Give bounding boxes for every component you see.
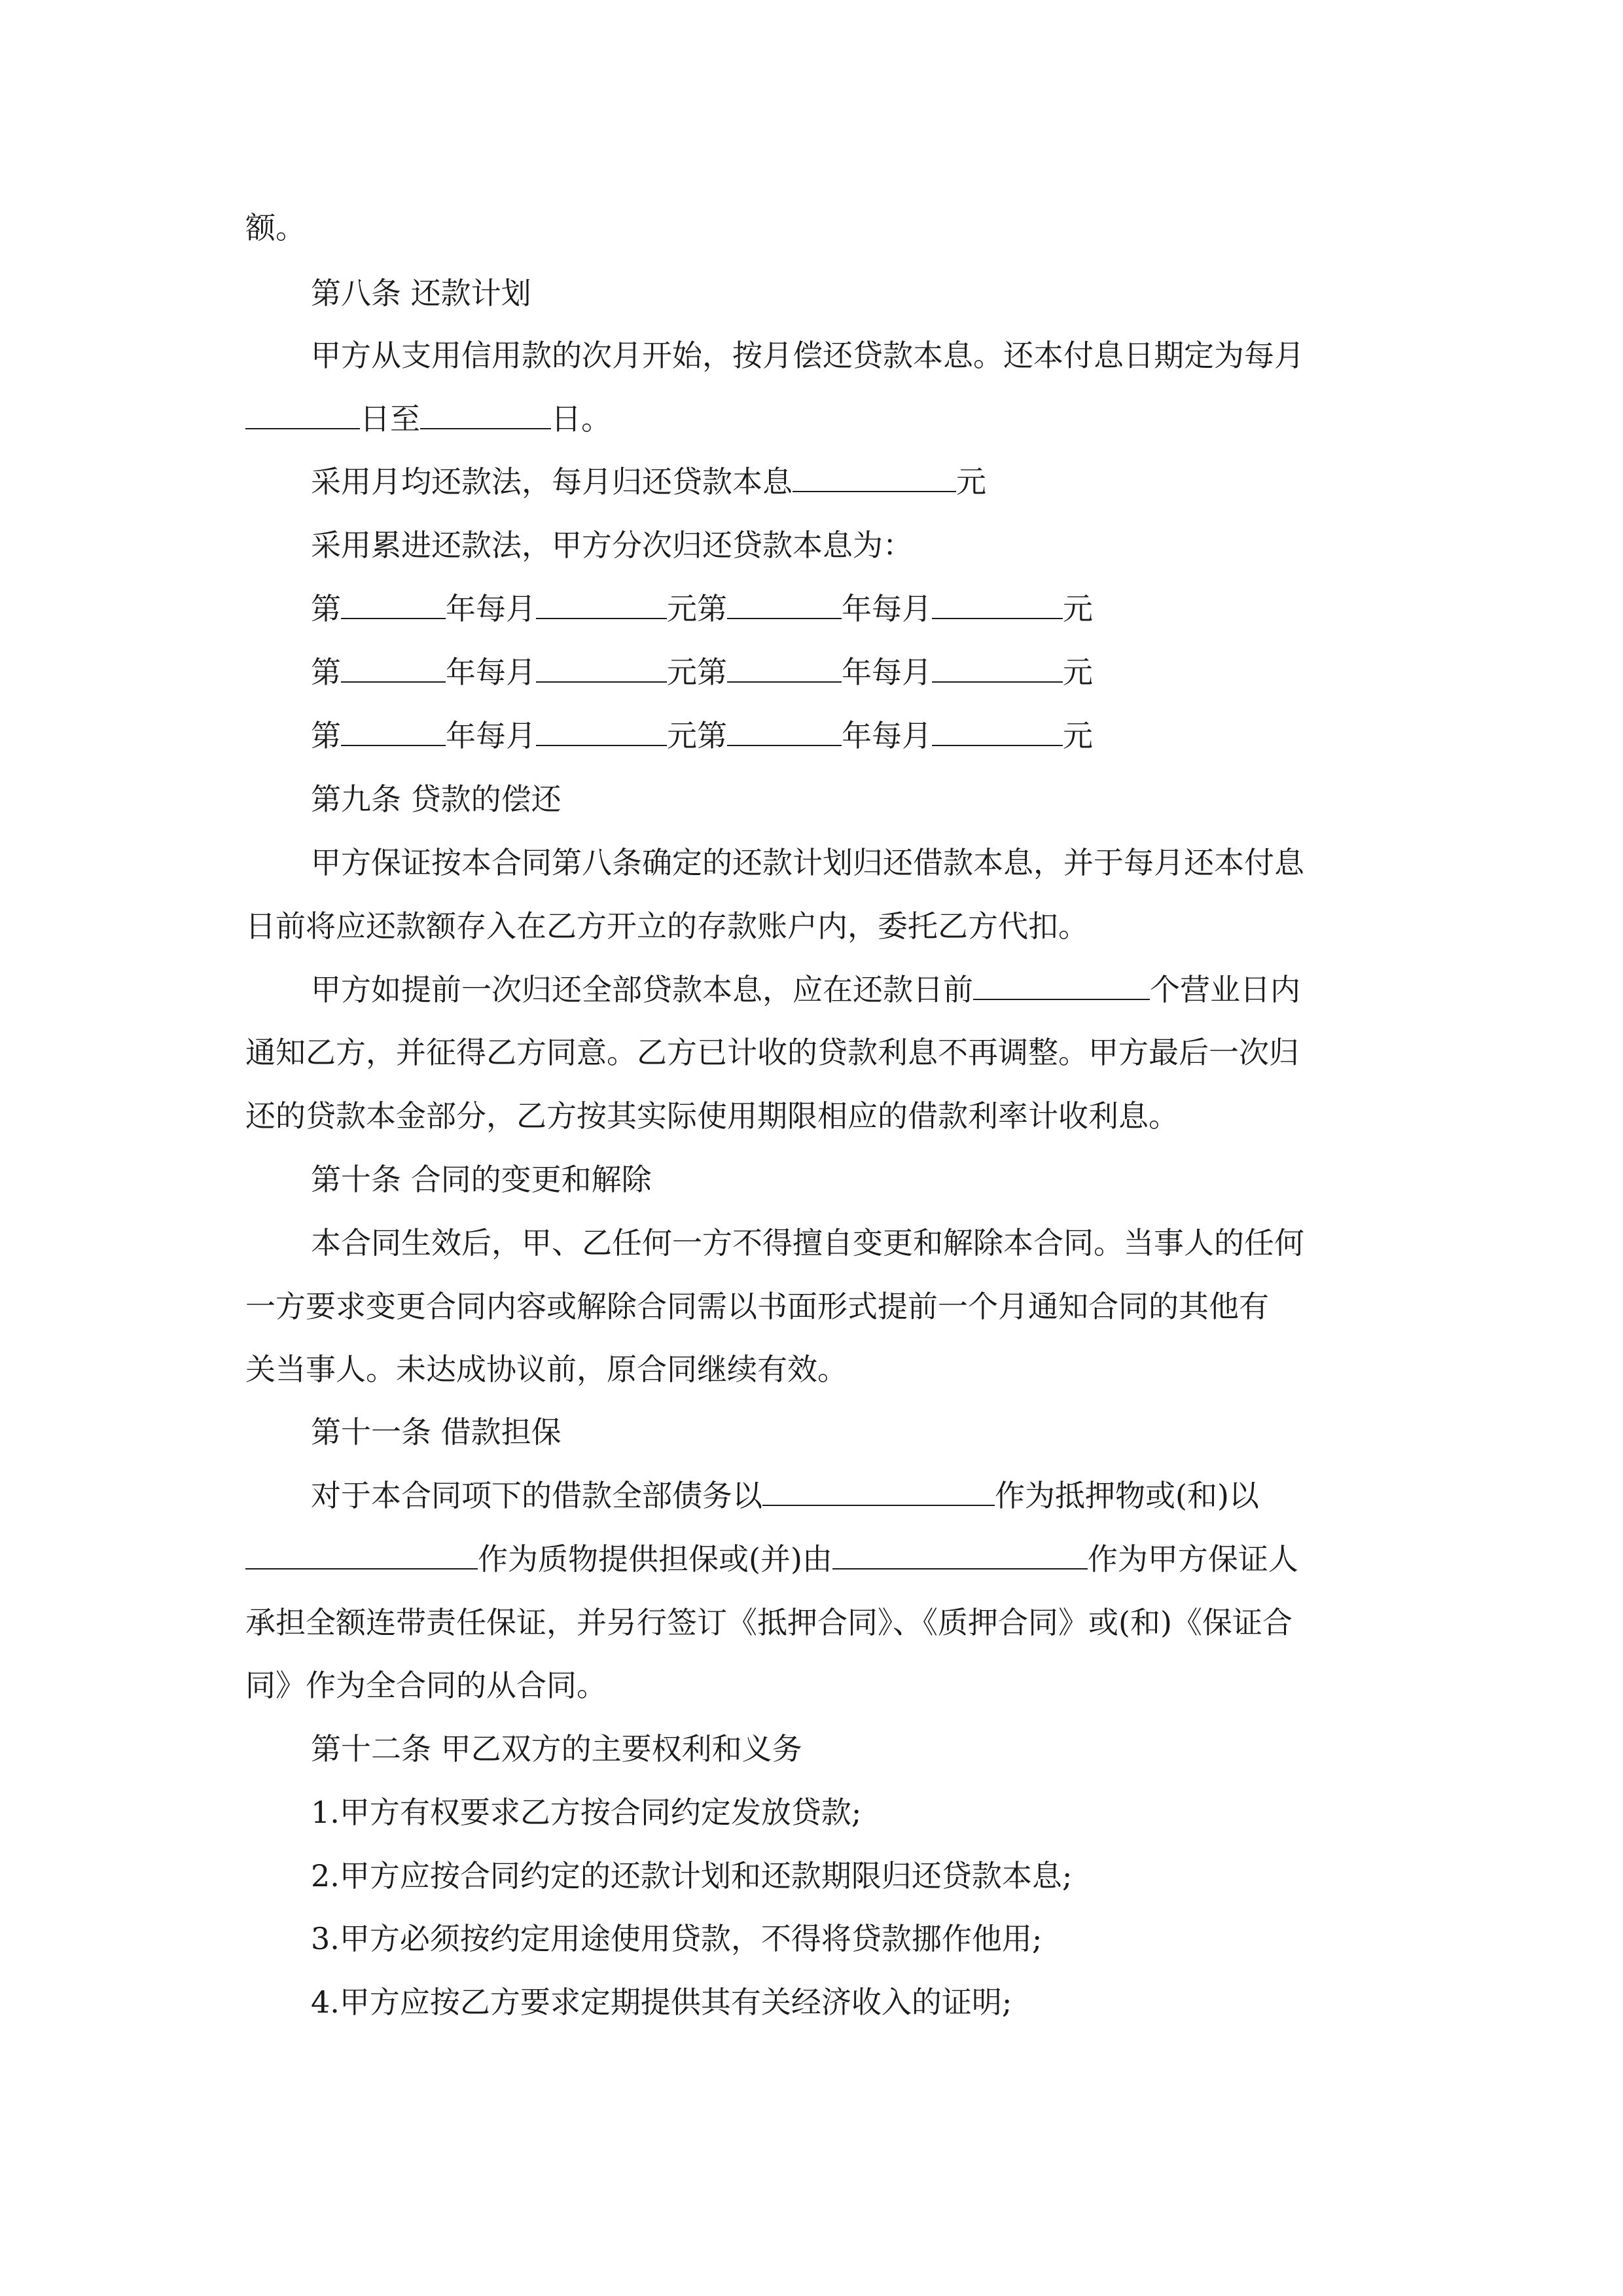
text-fragment: 第 <box>311 591 341 626</box>
text-fragment: 作为抵押物或(和)以 <box>995 1478 1259 1513</box>
article-10-line3: 关当事人。未达成协议前，原合同继续有效。 <box>245 1352 847 1387</box>
text-fragment: 元 <box>1063 655 1093 690</box>
article-9-title: 第九条 贷款的偿还 <box>311 781 562 817</box>
text-fragment: 对于本合同项下的借款全部债务以 <box>311 1478 762 1513</box>
article-10-line2: 一方要求变更合同内容或解除合同需以书面形式提前一个月通知合同的其他有 <box>245 1289 1269 1324</box>
text-fragment: 元 <box>1063 718 1093 753</box>
blank-field <box>341 589 446 619</box>
blank-field <box>832 1539 1088 1570</box>
blank-field <box>973 970 1150 1000</box>
text-fragment: 甲方如提前一次归还全部贷款本息，应在还款日前 <box>311 972 973 1007</box>
blank-field <box>245 399 360 429</box>
text-fragment: 元第 <box>667 718 727 753</box>
text-fragment: 采用月均还款法，每月归还贷款本息 <box>311 464 793 499</box>
text-fragment: 个营业日内 <box>1150 972 1300 1007</box>
schedule-row <box>311 589 1093 628</box>
blank-field <box>727 653 842 683</box>
text-fragment: 元 <box>956 464 986 499</box>
blank-field <box>727 589 842 619</box>
blank-field <box>932 653 1063 683</box>
text-fragment: 元第 <box>667 591 727 626</box>
blank-field <box>341 653 446 683</box>
list-item: 4.甲方应按乙方要求定期提供其有关经济收入的证明; <box>311 1984 1012 2020</box>
text-fragment: 第 <box>311 655 341 690</box>
text-fragment: 年每月 <box>446 718 536 753</box>
blank-field <box>762 1476 995 1506</box>
text-fragment: 作为质物提供担保或(并)由 <box>478 1541 832 1577</box>
article-10-title: 第十条 合同的变更和解除 <box>311 1162 652 1197</box>
blank-field <box>536 716 667 746</box>
article-8-text-line2 <box>245 399 611 439</box>
text-fragment: 日。 <box>551 401 611 437</box>
article-9-p1-line1: 甲方保证按本合同第八条确定的还款计划归还借款本息，并于每月还本付息 <box>311 845 1304 880</box>
blank-field <box>341 716 446 746</box>
text-fragment: 年每月 <box>842 591 932 626</box>
blank-field <box>932 589 1063 619</box>
blank-field <box>793 462 956 492</box>
list-item: 1.甲方有权要求乙方按合同约定发放贷款; <box>311 1795 862 1830</box>
text-fragment: 年每月 <box>842 718 932 753</box>
article-11-line2 <box>245 1539 1298 1579</box>
article-12-title: 第十二条 甲乙双方的主要权利和义务 <box>311 1731 802 1767</box>
paragraph-continuation: 额。 <box>245 210 306 245</box>
article-9-p2-line1 <box>311 970 1300 1009</box>
list-item: 3.甲方必须按约定用途使用贷款，不得将贷款挪作他用; <box>311 1921 1043 1956</box>
schedule-row <box>311 653 1093 692</box>
article-11-line1 <box>311 1476 1259 1515</box>
schedule-row <box>311 716 1093 755</box>
article-11-line3: 承担全额连带责任保证，并另行签订《抵押合同》、《质押合同》或(和)《保证合 <box>245 1605 1293 1640</box>
text-fragment: 第 <box>311 718 341 753</box>
text-fragment: 作为甲方保证人 <box>1087 1541 1298 1577</box>
text-fragment: 元 <box>1063 591 1093 626</box>
article-8-title: 第八条 还款计划 <box>311 276 531 311</box>
article-11-line4: 同》作为全合同的从合同。 <box>245 1668 607 1703</box>
blank-field <box>420 399 551 429</box>
article-9-p1-line2: 日前将应还款额存入在乙方开立的存款账户内，委托乙方代扣。 <box>245 908 1088 944</box>
article-8-progressive-line: 采用累进还款法，甲方分次归还贷款本息为： <box>311 528 913 563</box>
blank-field <box>932 716 1063 746</box>
article-8-monthly-line <box>311 462 986 501</box>
list-item: 2.甲方应按合同约定的还款计划和还款期限归还贷款本息; <box>311 1858 1073 1893</box>
article-8-text-line1: 甲方从支用信用款的次月开始，按月偿还贷款本息。还本付息日期定为每月 <box>311 338 1304 373</box>
blank-field <box>245 1539 478 1570</box>
text-fragment: 年每月 <box>446 591 536 626</box>
blank-field <box>536 589 667 619</box>
article-9-p2-line3: 还的贷款本金部分，乙方按其实际使用期限相应的借款利率计收利息。 <box>245 1098 1179 1134</box>
article-11-title: 第十一条 借款担保 <box>311 1414 562 1450</box>
article-9-p2-line2: 通知乙方，并征得乙方同意。乙方已计收的贷款利息不再调整。甲方最后一次归 <box>245 1035 1299 1070</box>
text-fragment: 元第 <box>667 655 727 690</box>
blank-field <box>727 716 842 746</box>
text-fragment: 日至 <box>360 401 420 437</box>
blank-field <box>536 653 667 683</box>
text-fragment: 年每月 <box>446 655 536 690</box>
article-10-line1: 本合同生效后，甲、乙任何一方不得擅自变更和解除本合同。当事人的任何 <box>311 1225 1304 1261</box>
text-fragment: 年每月 <box>842 655 932 690</box>
